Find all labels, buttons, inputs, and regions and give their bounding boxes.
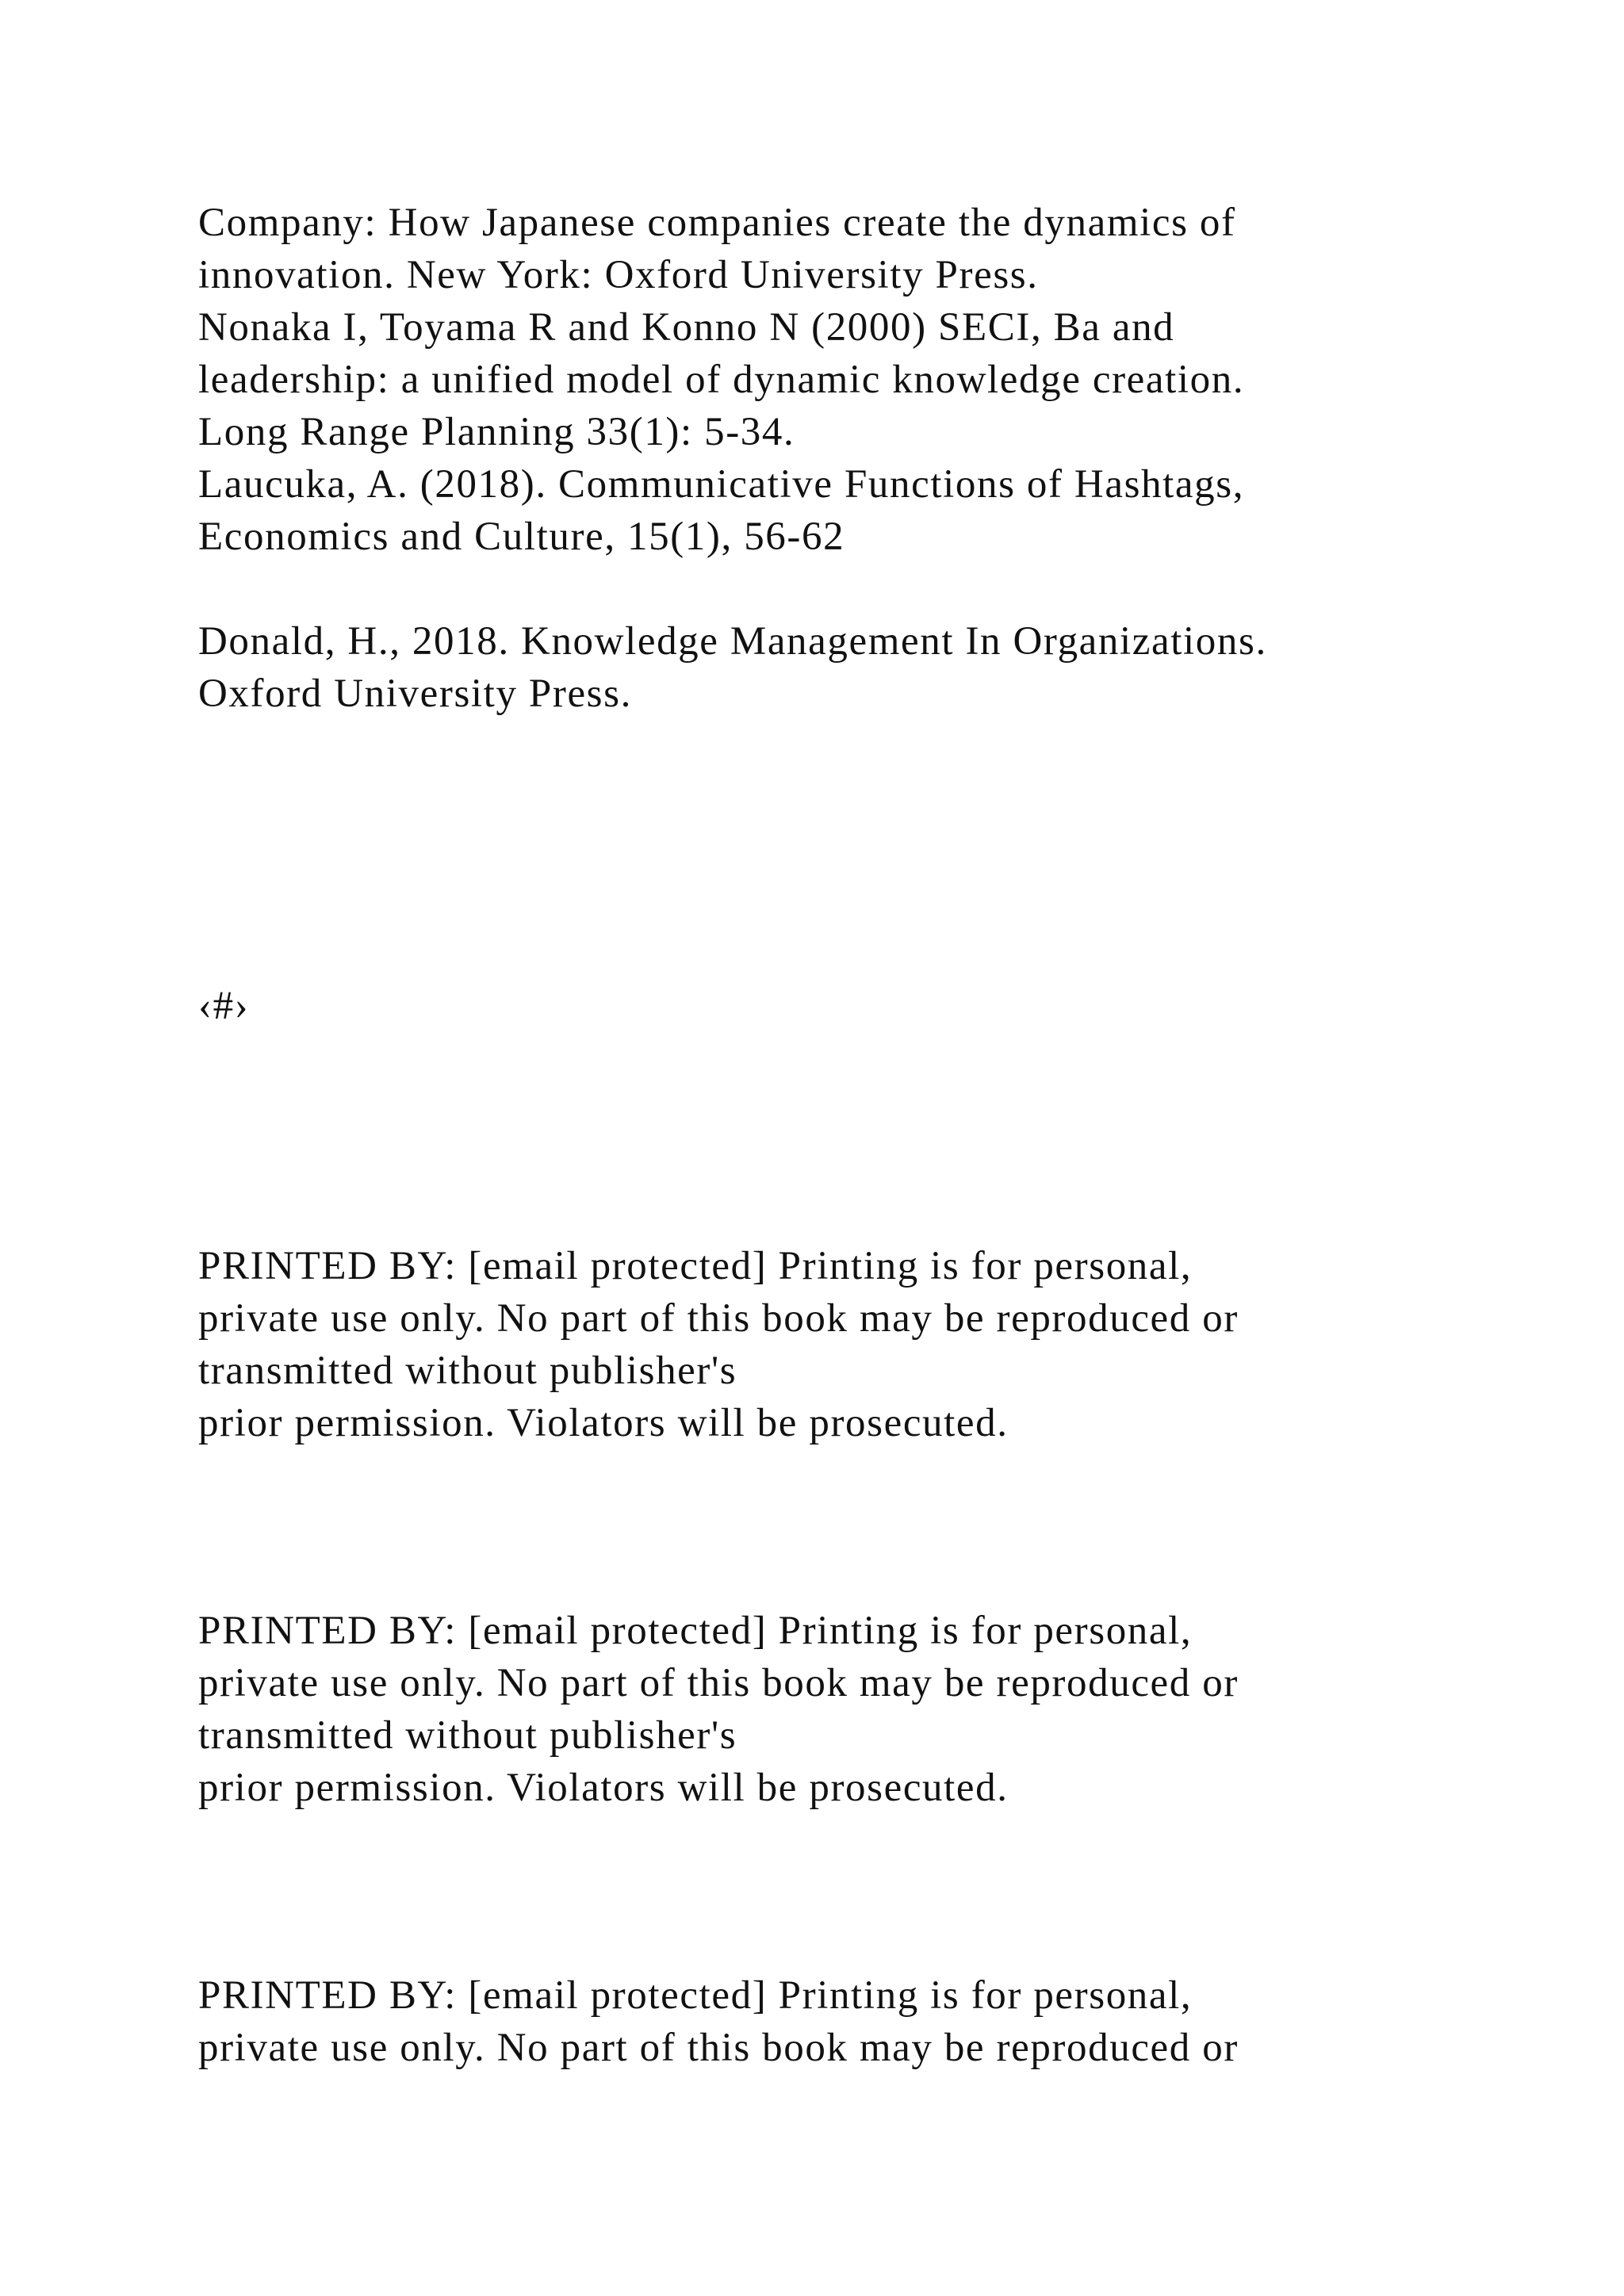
print-notice-2-line-1: PRINTED BY: [email protected] Printing is for personal, <box>198 1609 1193 1653</box>
reference-4-line-1: Donald, H., 2018. Knowledge Management In Organizations. <box>198 619 1267 664</box>
reference-2-line-1: Nonaka I, Toyama R and Konno N (2000) SECI, Ba and <box>198 305 1175 350</box>
reference-1-line-1: Company: How Japanese companies create the dynamics of <box>198 201 1236 245</box>
reference-3-line-2: Economics and Culture, 15(1), 56-62 <box>198 515 845 559</box>
print-notice-3-line-1: PRINTED BY: [email protected] Printing is for personal, <box>198 1973 1193 2018</box>
page-number-placeholder: ‹#› <box>198 984 250 1028</box>
print-notice-2-line-3: transmitted without publisher's <box>198 1713 737 1758</box>
reference-3-line-1: Laucuka, A. (2018). Communicative Functions of Hashtags, <box>198 462 1245 507</box>
reference-4-line-2: Oxford University Press. <box>198 672 632 716</box>
reference-2-line-3: Long Range Planning 33(1): 5-34. <box>198 410 795 454</box>
print-notice-2-line-2: private use only. No part of this book may be reproduced or <box>198 1661 1239 1705</box>
print-notice-1-line-2: private use only. No part of this book may be reproduced or <box>198 1296 1239 1341</box>
print-notice-3-line-2: private use only. No part of this book may be reproduced or <box>198 2026 1239 2070</box>
print-notice-2-line-4: prior permission. Violators will be prosecuted. <box>198 1766 1009 1810</box>
print-notice-1-line-3: transmitted without publisher's <box>198 1349 737 1393</box>
print-notice-1-line-4: prior permission. Violators will be prosecuted. <box>198 1401 1009 1445</box>
reference-1-line-2: innovation. New York: Oxford University Press. <box>198 253 1039 297</box>
print-notice-1-line-1: PRINTED BY: [email protected] Printing is for personal, <box>198 1244 1193 1288</box>
reference-2-line-2: leadership: a unified model of dynamic knowledge creation. <box>198 358 1245 402</box>
